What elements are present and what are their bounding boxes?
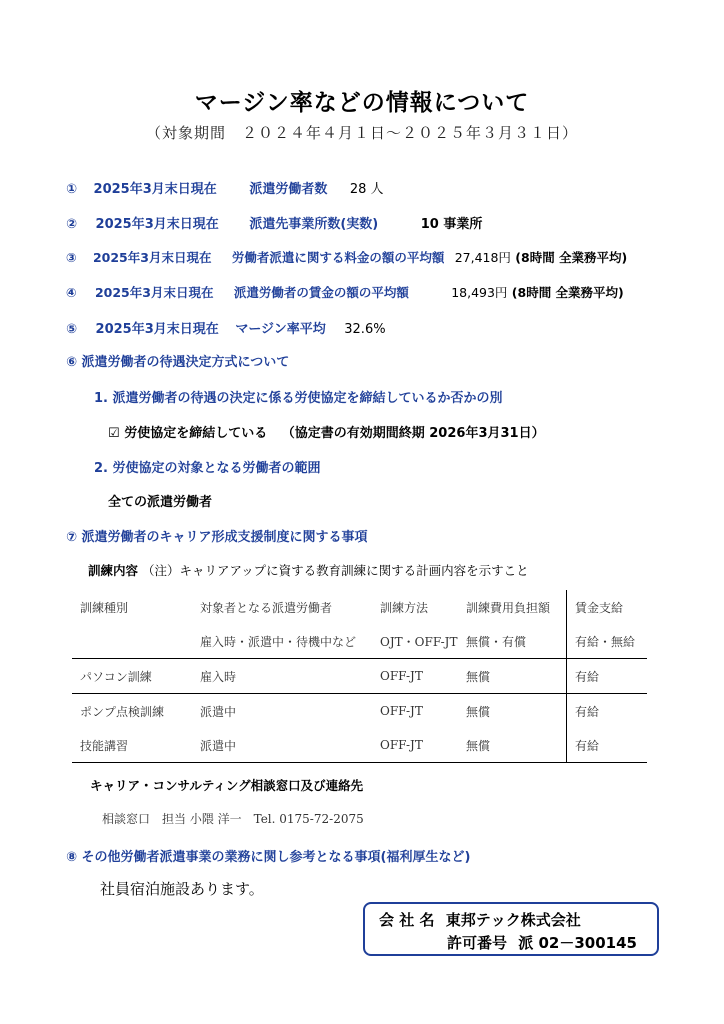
item-note: (8時間 全業務平均) bbox=[511, 285, 624, 300]
item-average-wage bbox=[66, 283, 624, 301]
item-date: 2025年3月末日現在 bbox=[95, 217, 219, 232]
table-cell: 無償 bbox=[458, 659, 567, 694]
company-info-box bbox=[363, 902, 659, 956]
training-content-label: 訓練内容 bbox=[88, 563, 139, 578]
training-content-line bbox=[88, 561, 529, 579]
table-header-note bbox=[72, 624, 192, 659]
item-number: ③ bbox=[66, 250, 77, 265]
table-cell: パソコン訓練 bbox=[72, 659, 192, 694]
item-number: ⑤ bbox=[66, 322, 78, 337]
table-row bbox=[72, 694, 647, 729]
item-label: 労働者派遣に関する料金の額の平均額 bbox=[231, 250, 445, 265]
table-header-note: OJT・OFF-JT bbox=[372, 624, 458, 659]
company-name-line bbox=[379, 909, 581, 930]
item-value: 10 事業所 bbox=[420, 217, 483, 232]
page-title: マージン率などの情報について bbox=[194, 90, 530, 116]
table-header-notes-row bbox=[72, 624, 647, 659]
item-label: 派遣労働者数 bbox=[249, 182, 328, 197]
item-client-count bbox=[66, 213, 482, 232]
section8-heading: ⑧ その他労働者派遣事業の業務に関し参考となる事項(福利厚生など) bbox=[66, 850, 471, 865]
table-header-note: 無償・有償 bbox=[458, 624, 567, 659]
item-label: 派遣先事業所数(実数) bbox=[249, 217, 379, 232]
permit-number: 派 02－300145 bbox=[518, 934, 637, 952]
section6-sub1: 1. 派遣労働者の待遇の決定に係る労使協定を締結しているか否かの別 bbox=[94, 391, 503, 406]
table-cell: ポンプ点検訓練 bbox=[80, 704, 165, 719]
table-header-row bbox=[72, 590, 647, 624]
table-cell: OFF-JT bbox=[380, 704, 423, 718]
table-cell: 技能講習 bbox=[72, 728, 192, 763]
table-header-cell: 訓練方法 bbox=[380, 600, 429, 615]
table-cell: 有給 bbox=[575, 704, 600, 719]
consultation-detail: 相談窓口 担当 小隈 洋一 Tel. 0175-72-2075 bbox=[102, 812, 364, 826]
table-cell: 有給 bbox=[567, 659, 648, 694]
section8-text: 社員宿泊施設あります。 bbox=[100, 880, 264, 898]
company-name-label: 会 社 名 bbox=[379, 911, 435, 929]
agreement-text: 労使協定を締結している bbox=[124, 426, 268, 441]
table-cell: 無償 bbox=[458, 694, 567, 729]
training-table bbox=[72, 590, 647, 763]
item-date: 2025年3月末日現在 bbox=[94, 285, 214, 300]
company-name: 東邦テック株式会社 bbox=[445, 911, 581, 929]
item-date: 2025年3月末日現在 bbox=[95, 322, 219, 337]
table-header-note: 雇入時・派遣中・待機中など bbox=[192, 624, 372, 659]
consultation-heading: キャリア・コンサルティング相談窓口及び連絡先 bbox=[90, 778, 364, 793]
item-worker-count bbox=[66, 178, 384, 197]
table-cell: 雇入時 bbox=[192, 659, 372, 694]
item-number: ④ bbox=[66, 285, 77, 300]
table-header-cell: 対象者となる派遣労働者 bbox=[200, 600, 333, 615]
item-average-fee bbox=[66, 248, 627, 266]
table-cell: 有給 bbox=[567, 728, 648, 763]
item-number: ① bbox=[66, 182, 78, 197]
training-content-note: （注）キャリアアップに資する教育訓練に関する計画内容を示すこと bbox=[142, 563, 529, 578]
table-cell: OFF-JT bbox=[372, 659, 458, 694]
table-header-cell: 訓練費用負担額 bbox=[458, 590, 567, 624]
item-note: (8時間 全業務平均) bbox=[515, 250, 628, 265]
table-cell: 派遣中 bbox=[192, 728, 372, 763]
section6-sub2: 2. 労使協定の対象となる労働者の範囲 bbox=[94, 461, 321, 476]
section6-heading: ⑥ 派遣労働者の待遇決定方式について bbox=[66, 355, 290, 370]
item-value: 28 人 bbox=[349, 182, 384, 197]
item-date: 2025年3月末日現在 bbox=[92, 250, 212, 265]
permit-line bbox=[447, 932, 637, 953]
agreement-status bbox=[108, 422, 545, 441]
table-cell: 派遣中 bbox=[200, 704, 237, 719]
agreement-note: （協定書の有効期間終期 2026年3月31日） bbox=[281, 426, 545, 441]
table-row bbox=[72, 659, 647, 694]
item-value: 27,418円 bbox=[454, 250, 511, 265]
checkbox-checked-icon: ☑ bbox=[108, 426, 120, 441]
item-label: 派遣労働者の賃金の額の平均額 bbox=[233, 285, 409, 300]
section7-heading: ⑦ 派遣労働者のキャリア形成支援制度に関する事項 bbox=[66, 530, 368, 545]
item-number: ② bbox=[66, 217, 78, 232]
item-date: 2025年3月末日現在 bbox=[93, 182, 217, 197]
table-header-cell: 訓練種別 bbox=[80, 600, 129, 615]
table-cell: OFF-JT bbox=[372, 728, 458, 763]
item-margin-rate bbox=[66, 318, 386, 337]
item-value: 18,493円 bbox=[451, 285, 508, 300]
item-label: マージン率平均 bbox=[235, 322, 326, 337]
table-row bbox=[72, 728, 647, 763]
table-header-cell: 賃金支給 bbox=[575, 600, 624, 615]
agreement-scope: 全ての派遣労働者 bbox=[108, 495, 213, 510]
permit-label: 許可番号 bbox=[447, 934, 508, 952]
table-cell: 無償 bbox=[458, 728, 567, 763]
item-value: 32.6% bbox=[344, 322, 386, 337]
table-header-note: 有給・無給 bbox=[567, 624, 648, 659]
target-period: （対象期間 ２０２４年４月１日～２０２５年３月３１日） bbox=[145, 124, 578, 142]
